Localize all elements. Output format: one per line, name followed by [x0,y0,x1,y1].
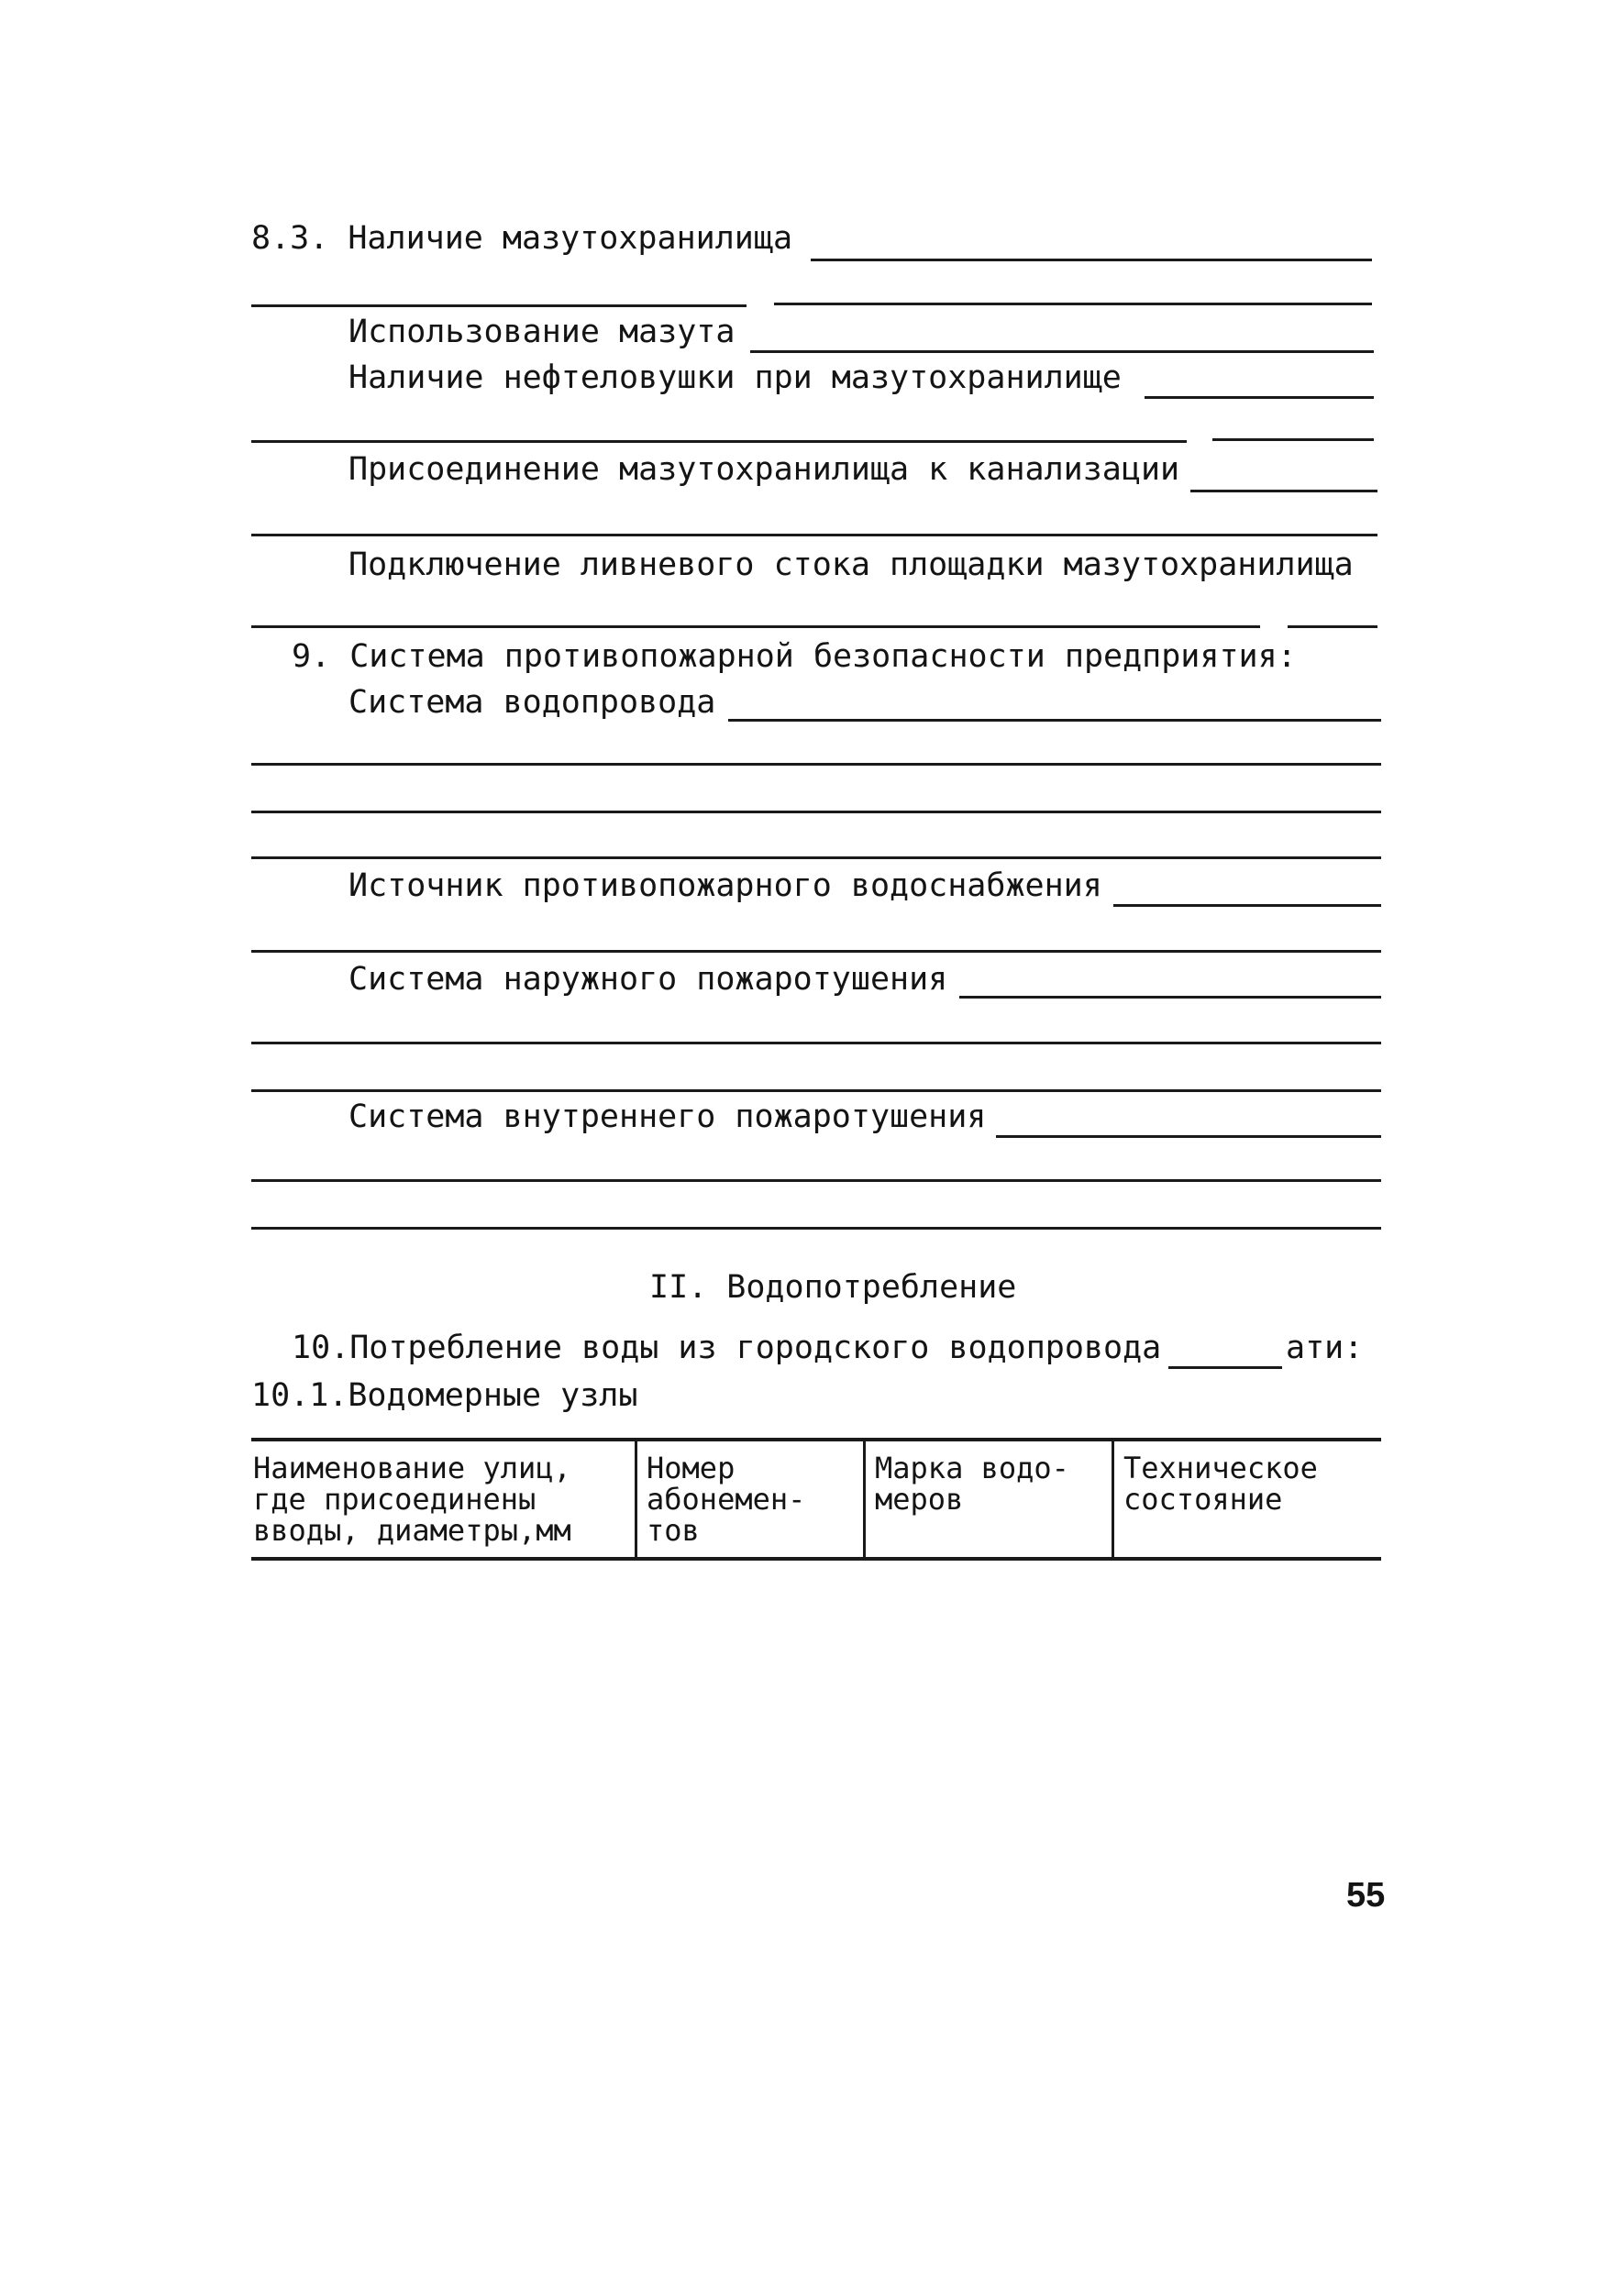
indoor-label: Система внутреннего пожаротушения [348,1098,987,1135]
fill-line [251,1089,1381,1092]
fill-line [1145,396,1374,399]
usage-label: Использование мазута [348,314,736,350]
fill-line [774,303,1372,305]
column-header-meter-brand: Марка водо- меров [865,1440,1113,1559]
fill-line [251,1042,1381,1044]
fill-line [251,763,1381,766]
oil-trap-label: Наличие нефтеловушки при мазутохранилище [348,359,1122,396]
column-header-condition: Техническое состояние [1113,1440,1382,1559]
column-header-street: Наименование улиц, где присоединены вводы, диаметры,мм [251,1440,636,1559]
fill-line [251,1227,1381,1230]
item-10-label: 10.Потребление воды из городского водопровода [292,1330,1162,1366]
outdoor-label: Система наружного пожаротушения [348,961,948,998]
fill-line [251,856,1381,859]
water-source-label: Источник противопожарного водоснабжения [348,867,1102,904]
fill-line [1288,625,1377,628]
fill-line [1168,1366,1282,1369]
fill-line [811,259,1372,261]
section-heading: II. Водопотребление [649,1269,1017,1306]
fill-line [1190,490,1377,492]
fill-line [251,440,1187,443]
storm-label: Подключение ливневого стока площадки мазутохранилища [348,546,1354,583]
item-10-unit: ати: [1286,1330,1364,1366]
fill-line [996,1135,1381,1138]
item-10-1-label: 10.1.Водомерные узлы [251,1377,638,1414]
fill-line [251,534,1377,536]
fill-line [728,719,1381,722]
fill-line [251,950,1381,953]
item-9-label: 9. Система противопожарной безопасности предприятия: [292,638,1297,675]
column-header-subscriber: Номер абонемен- тов [636,1440,865,1559]
fill-line [251,811,1381,813]
table-header-row [251,1440,1381,1559]
fill-line [251,304,747,307]
water-meter-table [251,1438,1381,1561]
fill-line [750,350,1374,353]
sewer-label: Присоединение мазутохранилища к канализации [348,451,1180,488]
fill-line [251,625,1260,628]
fill-line [1113,904,1381,907]
fill-line [251,1179,1381,1182]
water-system-label: Система водопровода [348,684,716,721]
fill-line [959,996,1381,999]
fill-line [1212,438,1374,441]
page-number: 55 [1346,1876,1386,1915]
item-8-3-label: 8.3. Наличие мазутохранилища [251,220,793,257]
